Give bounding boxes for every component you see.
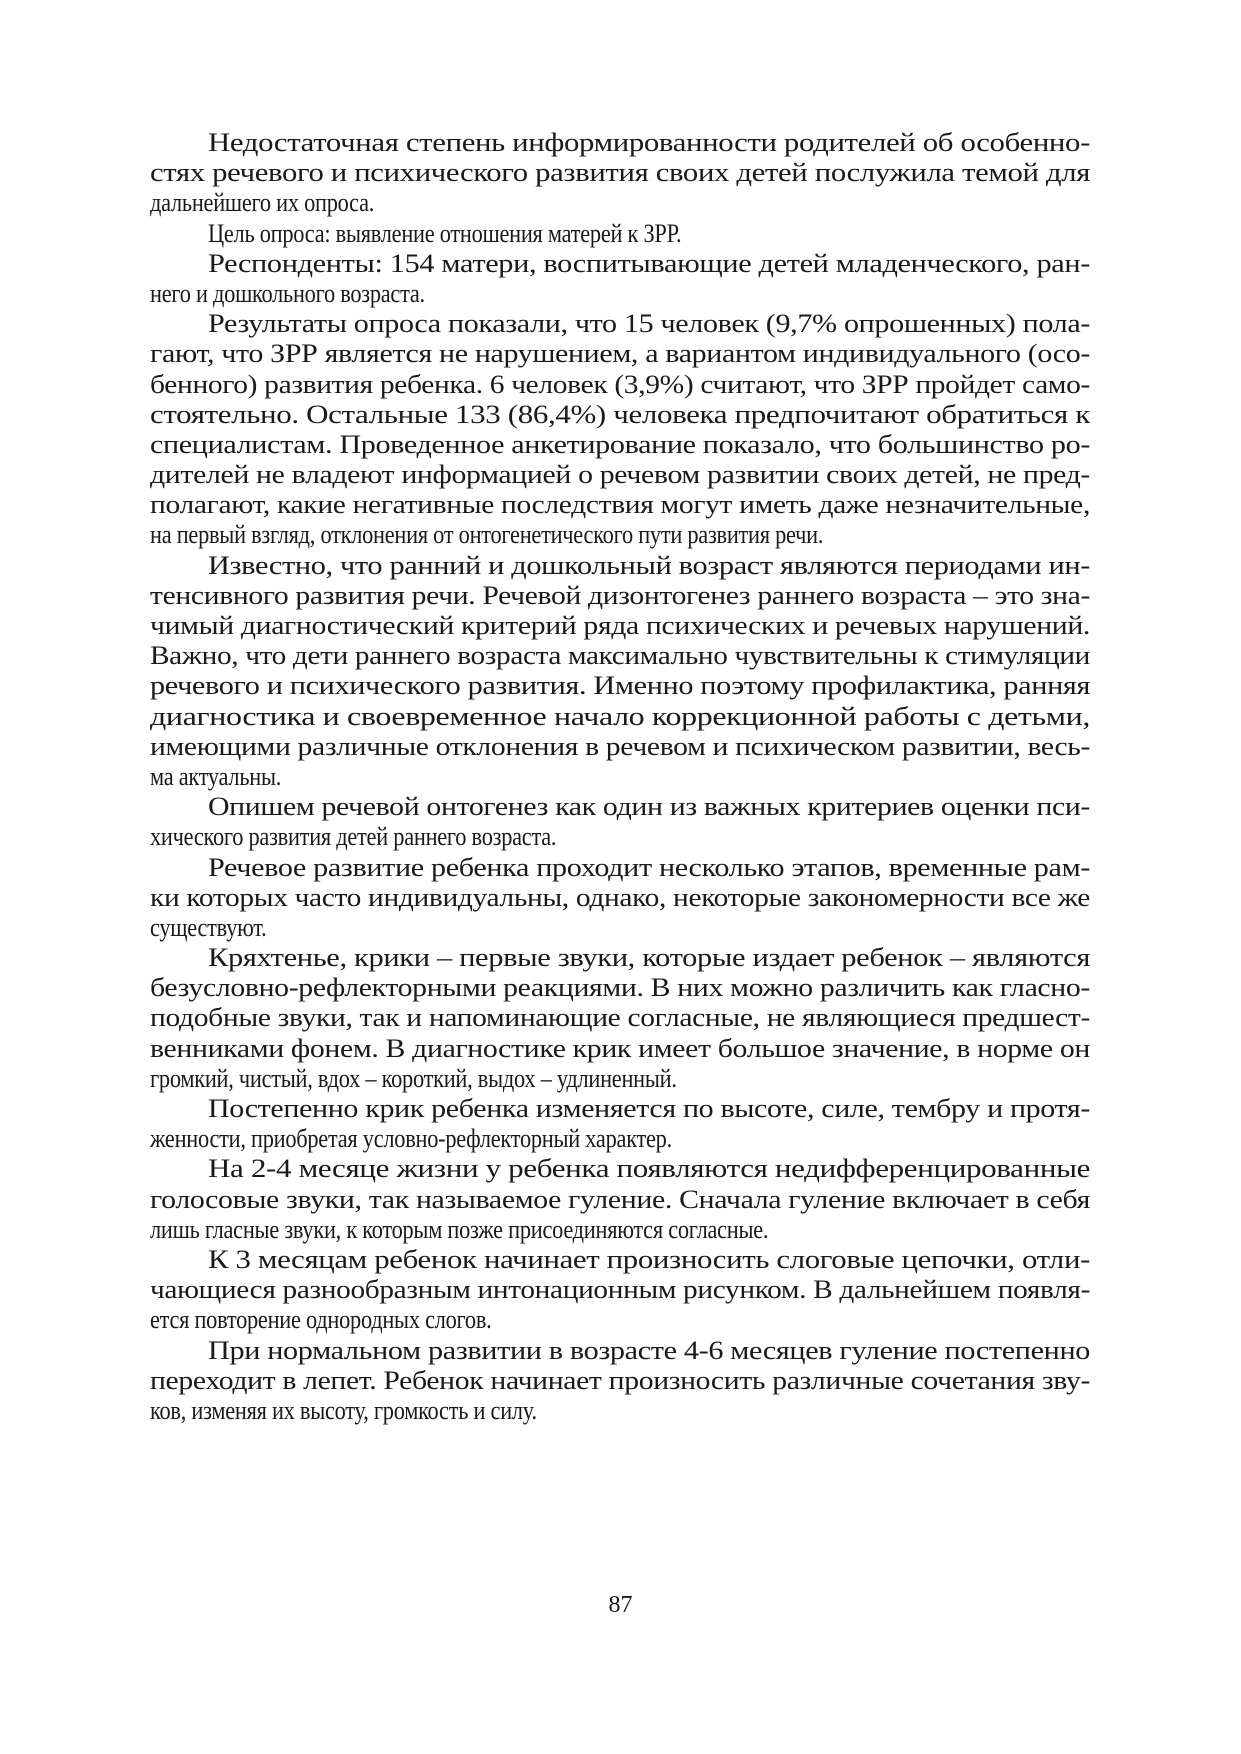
text-line: чимый диагностический критерий ряда психических и речевых нарушений. bbox=[150, 611, 1090, 640]
text-line: На 2-4 месяце жизни у ребенка появляются недифференцированные bbox=[208, 1154, 1090, 1184]
text-line: дителей не владеют информацией о речевом развитии своих детей, не пред- bbox=[150, 460, 1090, 490]
text-line: специалистам. Проведенное анкетирование показало, что большинство ро- bbox=[150, 429, 1090, 459]
text-line: ков, изменяя их высоту, громкость и силу. bbox=[150, 1395, 537, 1425]
text-line: женности, приобретая условно-рефлекторный характер. bbox=[150, 1124, 672, 1154]
text-line: При нормальном развитии в возрасте 4-6 месяцев гуление постепенно bbox=[208, 1335, 1090, 1365]
text-line: существуют. bbox=[150, 912, 267, 942]
text-line: тенсивного развития речи. Речевой дизонтогенез раннего возраста – это зна- bbox=[150, 580, 1090, 610]
text-line: Важно, что дети раннего возраста максимально чувствительны к стимуляции bbox=[150, 641, 1090, 671]
paragraph bbox=[150, 853, 1090, 944]
text-line: диагностика и своевременное начало коррекционной работы с детьми, bbox=[150, 701, 1090, 731]
text-line: Респонденты: 154 матери, воспитывающие детей младенческого, ран- bbox=[208, 248, 1090, 278]
text-line: ется повторение однородных слогов. bbox=[150, 1305, 492, 1335]
text-line: венниками фонем. В диагностике крик имеет большое значение, в норме он bbox=[150, 1033, 1090, 1063]
text-line: Известно, что ранний и дошкольный возраст являются периодами ин- bbox=[208, 550, 1090, 580]
text-line: бенного) развития ребенка. 6 человек (3,9%) считают, что ЗРР пройдет само- bbox=[150, 369, 1090, 399]
paragraph bbox=[150, 1245, 1090, 1336]
text-line: него и дошкольного возраста. bbox=[150, 278, 425, 308]
paragraph bbox=[150, 249, 1090, 309]
text-line: ки которых часто индивидуальны, однако, некоторые закономерности все же bbox=[150, 882, 1090, 912]
text-line: дальнейшего их опроса. bbox=[150, 188, 375, 218]
text-line: имеющими различные отклонения в речевом и психическом развитии, весь- bbox=[150, 731, 1090, 761]
text-line: стоятельно. Остальные 133 (86,4%) человека предпочитают обратиться к bbox=[150, 399, 1090, 429]
text-line: речевого и психического развития. Именно поэтому профилактика, ранняя bbox=[150, 671, 1090, 701]
paragraph bbox=[150, 309, 1090, 551]
text-line: голосовые звуки, так называемое гуление. Сначала гуление включает в себя bbox=[150, 1184, 1090, 1214]
text-line: лишь гласные звуки, к которым позже присоединяются согласные. bbox=[150, 1214, 769, 1244]
text-line: Кряхтенье, крики – первые звуки, которые издает ребенок – являются bbox=[208, 943, 1090, 973]
text-line: К 3 месяцам ребенок начинает произносить слоговые цепочки, отли- bbox=[208, 1244, 1090, 1274]
text-line: Результаты опроса показали, что 15 человек (9,7% опрошенных) пола- bbox=[208, 309, 1090, 339]
text-line: чающиеся разнообразным интонационным рисунком. В дальнейшем появля- bbox=[150, 1275, 1090, 1305]
text-line: Постепенно крик ребенка изменяется по высоте, силе, тембру и протя- bbox=[208, 1094, 1090, 1123]
text-line: стях речевого и психического развития своих детей послужила темой для bbox=[150, 158, 1090, 188]
paragraph bbox=[150, 943, 1090, 1094]
text-line: полагают, какие негативные последствия могут иметь даже незначительные, bbox=[150, 490, 1090, 520]
paragraph bbox=[150, 1336, 1090, 1427]
text-line: безусловно-рефлекторными реакциями. В них можно различить как гласно- bbox=[150, 973, 1090, 1003]
text-line: подобные звуки, так и напоминающие согласные, не являющиеся предшест- bbox=[150, 1003, 1090, 1033]
text-line: Недостаточная степень информированности родителей об особенно- bbox=[208, 128, 1090, 157]
text-line: переходит в лепет. Ребенок начинает произносить различные сочетания зву- bbox=[150, 1365, 1090, 1395]
body-text bbox=[150, 128, 1090, 1426]
text-line: Цель опроса: выявление отношения матерей к ЗРР. bbox=[208, 218, 682, 248]
text-line: на первый взгляд, отклонения от онтогенетического пути развития речи. bbox=[150, 520, 824, 550]
paragraph bbox=[150, 219, 1090, 249]
text-line: Речевое развитие ребенка проходит несколько этапов, временные рам- bbox=[208, 852, 1090, 882]
text-line: гают, что ЗРР является не нарушением, а вариантом индивидуального (осо- bbox=[150, 339, 1090, 369]
page-number: 87 bbox=[608, 1592, 633, 1618]
paragraph bbox=[150, 551, 1090, 793]
paragraph bbox=[150, 1154, 1090, 1245]
text-line: ма актуальны. bbox=[150, 761, 282, 791]
paragraph bbox=[150, 792, 1090, 852]
text-line: хического развития детей раннего возраста. bbox=[150, 822, 557, 852]
text-line: Опишем речевой онтогенез как один из важных критериев оценки пси- bbox=[208, 792, 1090, 822]
text-line: громкий, чистый, вдох – короткий, выдох – удлиненный. bbox=[150, 1063, 677, 1093]
paragraph bbox=[150, 128, 1090, 219]
paragraph bbox=[150, 1094, 1090, 1154]
